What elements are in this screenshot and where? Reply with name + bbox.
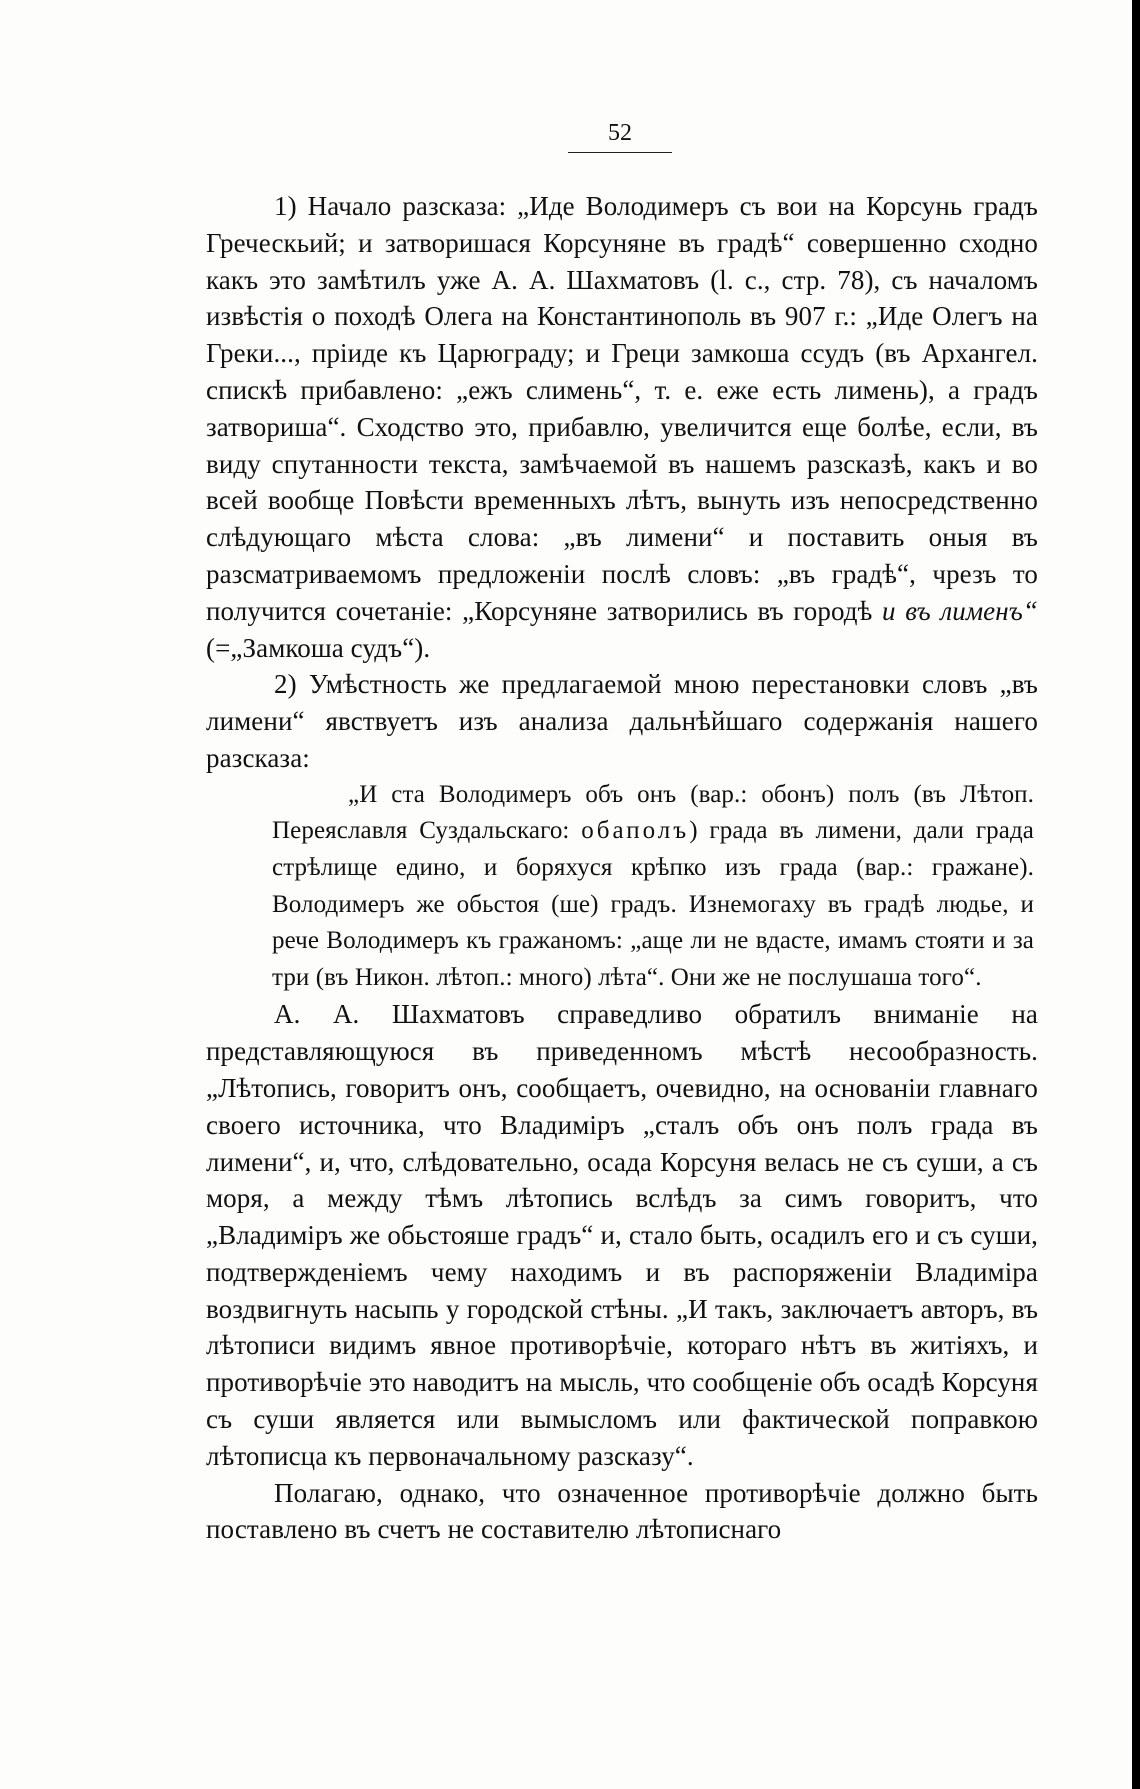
paragraph-1-end: (=„Замкоша судъ“). (206, 632, 431, 663)
paragraph-1 (206, 188, 1038, 666)
paragraph-3: А. А. Шахматовъ справедливо обратилъ вниманіе на представляющуюся въ приведенномъ мѣстѣ несообразность. „Лѣтопись, говоритъ онъ, сообщаетъ, очевидно, на основаніи главнаго своего источника, что Владиміръ „сталъ объ онъ полъ града въ лимени“, и, что, слѣдовательно, осада Корсуня велась не съ суши, а съ моря, а между тѣмъ лѣтопись вслѣдъ за симъ говоритъ, что „Владиміръ же обьстояше градъ“ и, стало быть, осадилъ его и съ суши, подтвержденіемъ чему находимъ и въ распоряженіи Владиміра воздвигнуть насыпь у городской стѣны. „И такъ, заключаетъ авторъ, въ лѣтописи видимъ явное противорѣчіе, котораго нѣтъ въ житіяхъ, и противорѣчіе это наводитъ на мысль, что сообщеніе объ осадѣ Корсуня съ суши является или вымысломъ или фактической поправкою лѣтописца къ первоначальному разсказу“. (206, 999, 1038, 1471)
paragraph-4: Полагаю, однако, что означенное противорѣчіе должно быть поставлено въ счетъ не составителю лѣтописнаго (206, 1477, 1038, 1545)
paragraph-1-text: 1) Начало разсказа: „Иде Володимеръ съ вои на Корсунь градъ Греческьий; и затворишася Корсуняне въ градѣ“ совершенно сходно какъ это замѣтилъ уже А. А. Шахматовъ (l. c., стр. 78), съ началомъ извѣстія о походѣ Олега на Константинополь въ 907 г.: „Иде Олегъ на Греки..., пріиде къ Царюграду; и Греци замкоша ссудъ (въ Архангел. спискѣ прибавлено: „ежъ слимень“, т. е. еже есть лимень), а градъ затвориша“. Сходство это, прибавлю, увеличится еще болѣе, если, въ виду спутанности текста, замѣчаемой въ нашемъ разсказѣ, какъ и во всей вообще Повѣсти временныхъ лѣтъ, вынуть изъ непосредственно слѣдующаго мѣста слова: „въ лимени“ и поставить оныя въ разсматриваемомъ предложеніи послѣ словъ: „въ градѣ“, чрезъ то получится сочетаніе: „Корсуняне затворились въ городѣ (206, 191, 1038, 626)
quote-part-1: „И ста Володимеръ объ онъ (вар.: обонъ) полъ (въ Лѣтоп. Переяславля Суздальскаго: (272, 780, 1034, 845)
page-number: 52 (568, 118, 672, 153)
chronicle-quote (272, 777, 1034, 997)
paragraph-2: 2) Умѣстность же предлагаемой мною перестановки словъ „въ лимени“ явствуетъ изъ анализа дальнѣйшаго содержанія нашего разсказа: (206, 669, 1038, 773)
paragraph-1-italic: и въ лименъ“ (882, 595, 1038, 626)
quote-part-2: ) града въ лимени, дали града стрѣлище едино, и боряхуся крѣпко изъ града (вар.: гражане). Володимеръ же обьстоя (ше) градъ. Изнемогаху въ градѣ людье, и рече Володимеръ къ гражаномъ: „аще ли не вдасте, имамъ стояти и за три (въ Никон. лѣтоп.: много) лѣта“. Они же не послушаша того“. (272, 817, 1034, 991)
page-text (206, 188, 1038, 1548)
scan-edge (1132, 0, 1140, 1789)
quote-spaced-word: обаполъ (581, 817, 690, 845)
